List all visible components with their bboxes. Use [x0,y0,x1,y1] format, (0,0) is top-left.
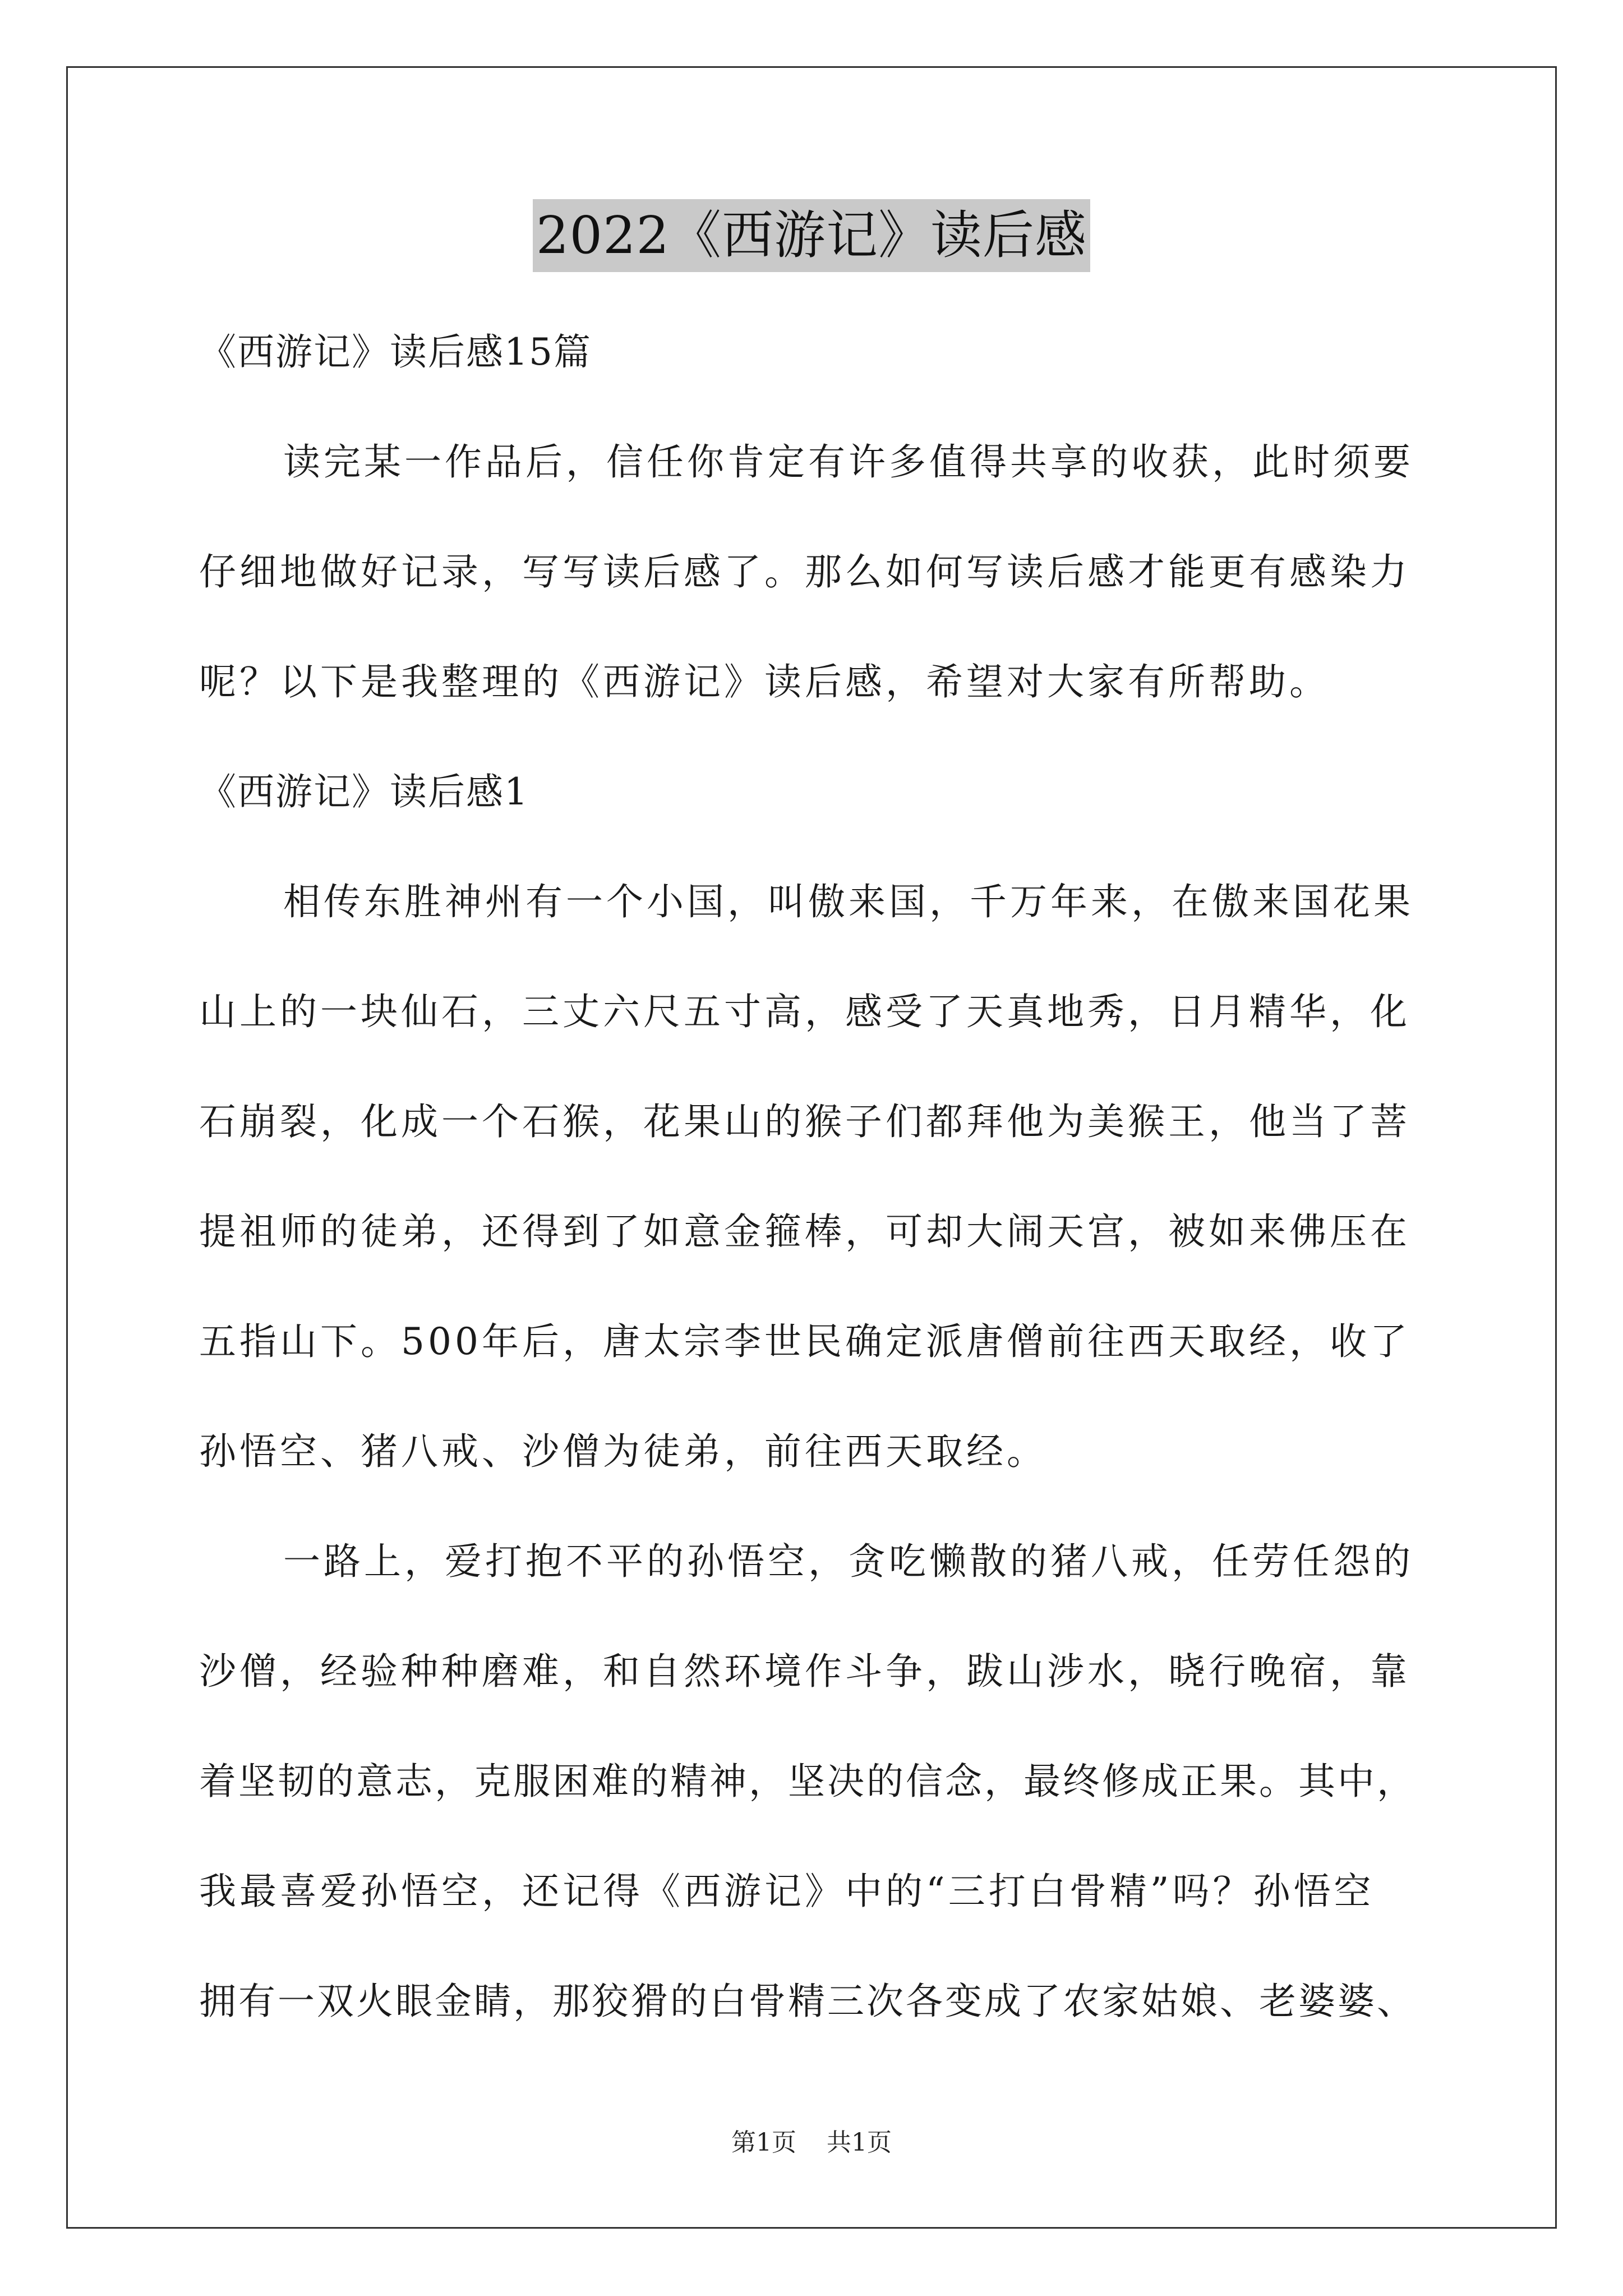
paragraph-line: 孙悟空、猪八戒、沙僧为徒弟，前往西天取经。 [199,1430,1047,1473]
paragraph-line: 我最喜爱孙悟空，还记得《西游记》中的“三打白骨精”吗？孙悟空 [199,1870,1375,1913]
paragraph-line: 一路上，爱打抱不平的孙悟空，贪吃懒散的猪八戒，任劳任怨的 [283,1540,1414,1583]
paragraph-line: 拥有一双火眼金睛，那狡猾的白骨精三次各变成了农家姑娘、老婆婆、 [199,1980,1416,2023]
paragraph-line: 提祖师的徒弟，还得到了如意金箍棒，可却大闹天宫，被如来佛压在 [199,1210,1410,1253]
document-body [199,297,1430,2056]
paragraph-line: 五指山下。500年后，唐太宗李世民确定派唐僧前往西天取经，收了 [199,1320,1410,1363]
paragraph-line: 沙僧，经验种种磨难，和自然环境作斗争，跋山涉水，晓行晚宿，靠 [199,1650,1410,1693]
page-number: 第1页 [731,2128,796,2157]
page-total: 共1页 [827,2128,892,2157]
page-footer [0,2126,1623,2160]
section-heading: 《西游记》读后感15篇 [199,330,592,374]
paragraph [199,1507,1430,2056]
paragraph-line: 仔细地做好记录，写写读后感了。那么如何写读后感才能更有感染力 [199,550,1410,593]
section-heading: 《西游记》读后感1 [199,770,529,813]
document-title: 2022《西游记》读后感 [533,199,1090,272]
title-wrap [0,199,1623,272]
paragraph-line: 着坚韧的意志，克服困难的精神，坚决的信念，最终修成正果。其中， [199,1760,1416,1803]
paragraph-line: 读完某一作品后，信任你肯定有许多值得共享的收获，此时须要 [283,440,1414,484]
paragraph [199,847,1430,1507]
paragraph [199,407,1430,737]
paragraph-line: 山上的一块仙石，三丈六尺五寸高，感受了天真地秀，日月精华，化 [199,990,1410,1033]
paragraph-line: 呢？以下是我整理的《西游记》读后感，希望对大家有所帮助。 [199,660,1330,703]
paragraph-line: 相传东胜神州有一个小国，叫傲来国，千万年来，在傲来国花果 [283,880,1414,923]
paragraph-line: 石崩裂，化成一个石猴，花果山的猴子们都拜他为美猴王，他当了菩 [199,1100,1410,1143]
